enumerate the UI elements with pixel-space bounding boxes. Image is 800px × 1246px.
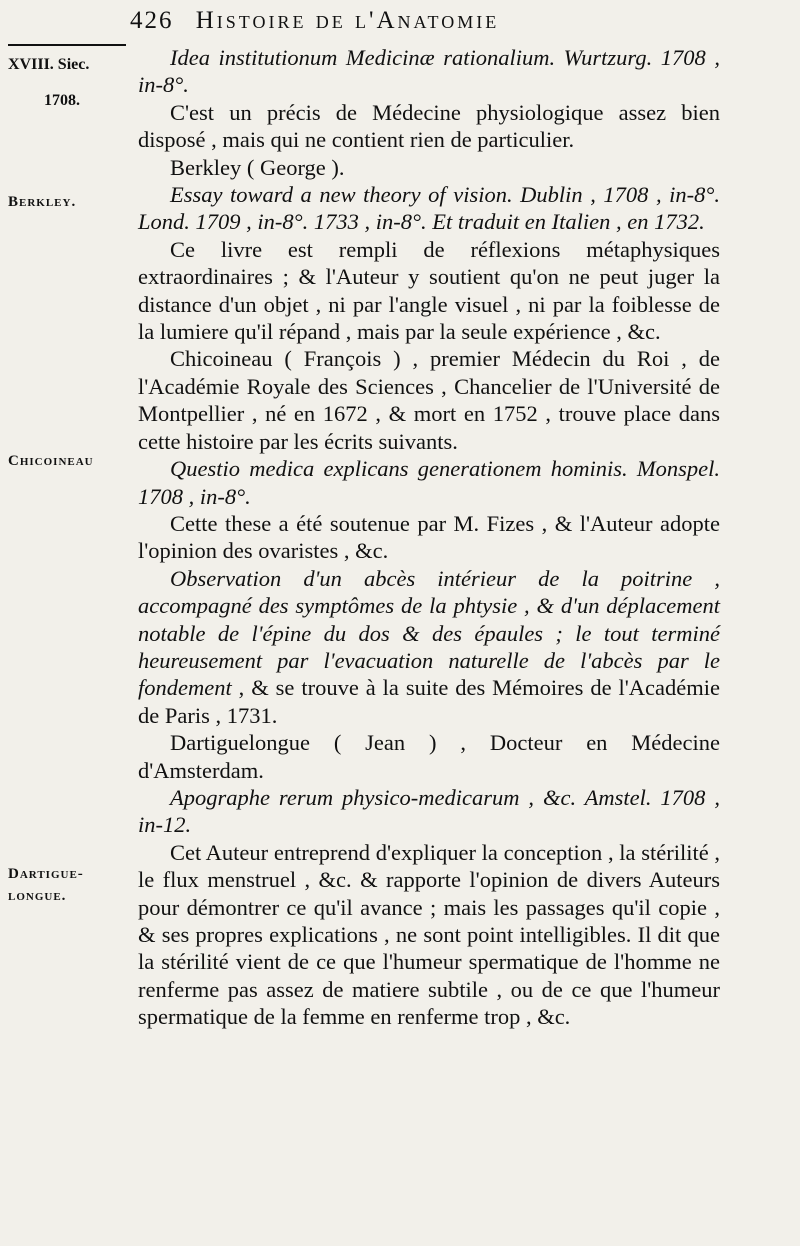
entry-note: , & se trouve à la suite des Mémoires de l'Académie de Paris , 1731.	[138, 675, 721, 728]
entry-title: Questio medica explicans generationem hominis. Monspel. 1708 , in-8°.	[138, 456, 720, 509]
margin-dartiguelongue-1: Dartigue-	[8, 866, 84, 882]
entry-title: Idea institutionum Medicinæ rationalium. Wurtzurg. 1708 , in-8°.	[138, 45, 720, 98]
margin-year: 1708.	[44, 92, 80, 109]
entry-commentary: C'est un précis de Médecine physiologique assez bien disposé , mais qui ne contient rien de particulier.	[138, 99, 720, 153]
header-rule	[8, 44, 126, 46]
entry-author: Berkley ( George ).	[170, 154, 345, 180]
entry-commentary: Cet Auteur entreprend d'expliquer la conception , la stérilité , le flux menstruel , &c. & rapporte l'opinion de divers Auteurs pour démontrer ce qu'il avance ; mais les passages qu'il copie , & ses propres explications , ne sont point intelligibles. Il dit que la stérilité vient de ce que l'humeur spermatique de l'homme ne renferme pas assez de matiere subtile , ou de ce que l'humeur spermatique de la femme en renferme trop , &c.	[138, 839, 720, 1030]
running-head	[130, 6, 770, 36]
entry-title: Observation d'un abcès intérieur de la poitrine , accompagné des symptômes de la phtysie , & d'un déplacement notable de l'épine du dos & des épaules ; le tout terminé heureusement par l'evacuation naturelle de l'abcès par le fondement	[138, 565, 720, 701]
entry-author: Chicoineau ( François ) , premier Médecin du Roi , de l'Académie Royale des Sciences , Chancelier de l'Université de Montpellier , né en 1672 , & mort en 1752 , trouve place dans cette histoire par les écrits suivants.	[138, 346, 720, 454]
margin-century: XVIII. Siec.	[8, 56, 90, 73]
margin-chicoineau: Chicoineau	[8, 453, 94, 469]
entry-commentary: Ce livre est rempli de réflexions métaphysiques extraordinaires ; & l'Auteur y soutient qu'on ne peut juger la distance d'un objet , ni par l'angle visuel , ni par la foiblesse de la lumiere qu'il répand , mais par la seule expérience , &c.	[138, 236, 720, 345]
page-number: 426	[130, 7, 174, 34]
margin-dartiguelongue-2: longue.	[8, 888, 67, 904]
entry-commentary: Cette these a été soutenue par M. Fizes , & l'Auteur adopte l'opinion des ovaristes , &c.	[138, 510, 720, 564]
entry-title-with-note	[138, 565, 720, 729]
margin-berkley: Berkley.	[8, 194, 77, 210]
entry-title: Apographe rerum physico-medicarum , &c. Amstel. 1708 , in-12.	[138, 784, 720, 838]
entry-author: Dartiguelongue ( Jean ) , Docteur en Médecine d'Amsterdam.	[138, 730, 720, 783]
main-text	[138, 44, 720, 1031]
running-title: Histoire de l'Anatomie	[195, 7, 500, 34]
entry-title: Essay toward a new theory of vision. Dublin , 1708 , in-8°. Lond. 1709 , in-8°. 1733 , in-8°. Et traduit en Italien , en 1732.	[138, 182, 720, 235]
